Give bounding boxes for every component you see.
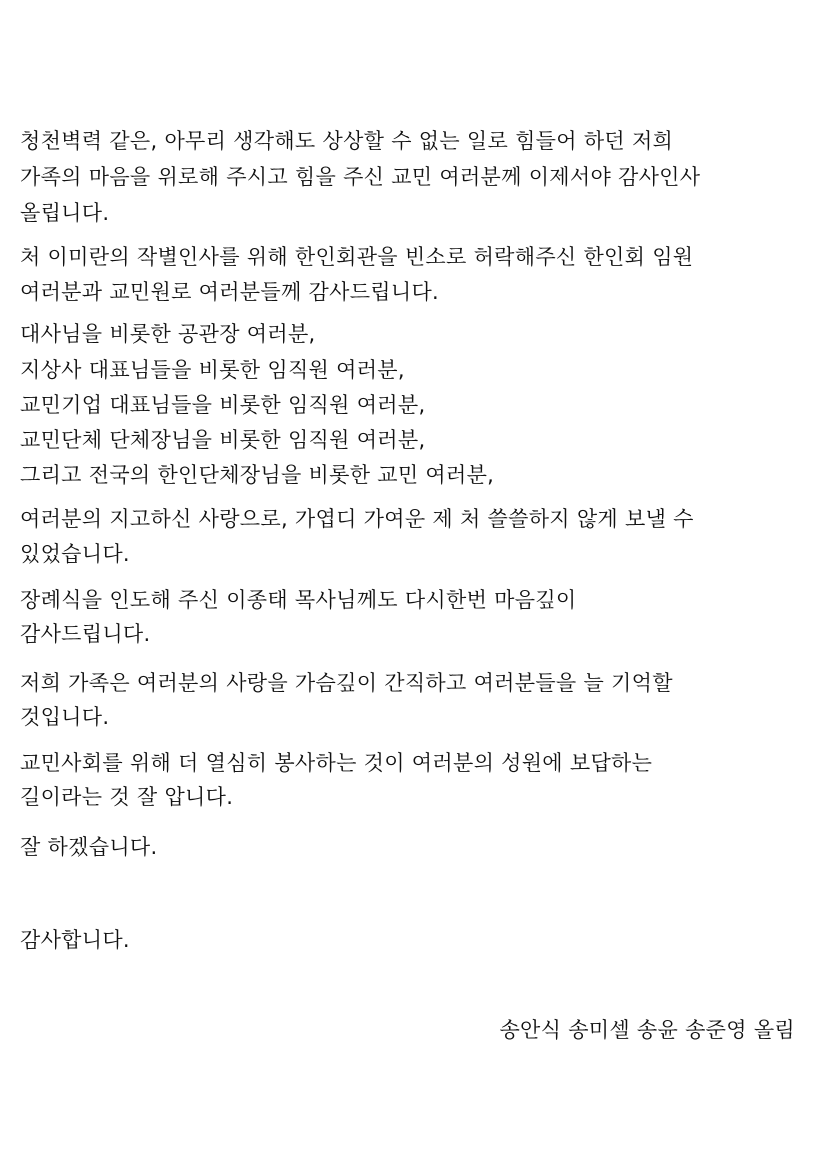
paragraph-7-line-1: 교민사회를 위해 더 열심히 봉사하는 것이 여러분의 성원에 보답하는 [20, 751, 653, 775]
paragraph-1-line-1: 청천벽력 같은, 아무리 생각해도 상상할 수 없는 일로 힘들어 하던 저희 [20, 129, 674, 153]
closing-text: 감사합니다. [20, 928, 130, 952]
paragraph-3-line-1: 대사님을 비롯한 공관장 여러분, [20, 322, 316, 346]
paragraph-6-line-1: 저희 가족은 여러분의 사랑을 가슴깊이 간직하고 여러분들을 늘 기억할 [20, 671, 673, 695]
paragraph-7-line-2: 길이라는 것 잘 압니다. [20, 785, 234, 809]
paragraph-8-line-1: 잘 하겠습니다. [20, 835, 158, 859]
signature: 송안식 송미셀 송윤 송준영 올림 [499, 1018, 795, 1042]
paragraph-4-line-1: 여러분의 지고하신 사랑으로, 가엽디 가여운 제 처 쓸쓸하지 않게 보낼 수 [20, 507, 694, 531]
paragraph-1-line-3: 올립니다. [20, 201, 110, 225]
paragraph-6-line-2: 것입니다. [20, 705, 110, 729]
paragraph-3-line-2: 지상사 대표님들을 비롯한 임직원 여러분, [20, 358, 405, 382]
paragraph-3-line-4: 교민단체 단체장님을 비롯한 임직원 여러분, [20, 428, 426, 452]
paragraph-1-line-2: 가족의 마음을 위로해 주시고 힘을 주신 교민 여러분께 이제서야 감사인사 [20, 165, 701, 189]
paragraph-2-line-2: 여러분과 교민원로 여러분들께 감사드립니다. [20, 280, 440, 304]
paragraph-3-line-3: 교민기업 대표님들을 비롯한 임직원 여러분, [20, 393, 426, 417]
paragraph-5-line-2: 감사드립니다. [20, 622, 151, 646]
paragraph-5-line-1: 장례식을 인도해 주신 이종태 목사님께도 다시한번 마음깊이 [20, 588, 577, 612]
paragraph-3-line-5: 그리고 전국의 한인단체장님을 비롯한 교민 여러분, [20, 463, 495, 487]
paragraph-2-line-1: 처 이미란의 작별인사를 위해 한인회관을 빈소로 허락해주신 한인회 임원 [20, 245, 694, 269]
paragraph-4-line-2: 있었습니다. [20, 542, 130, 566]
